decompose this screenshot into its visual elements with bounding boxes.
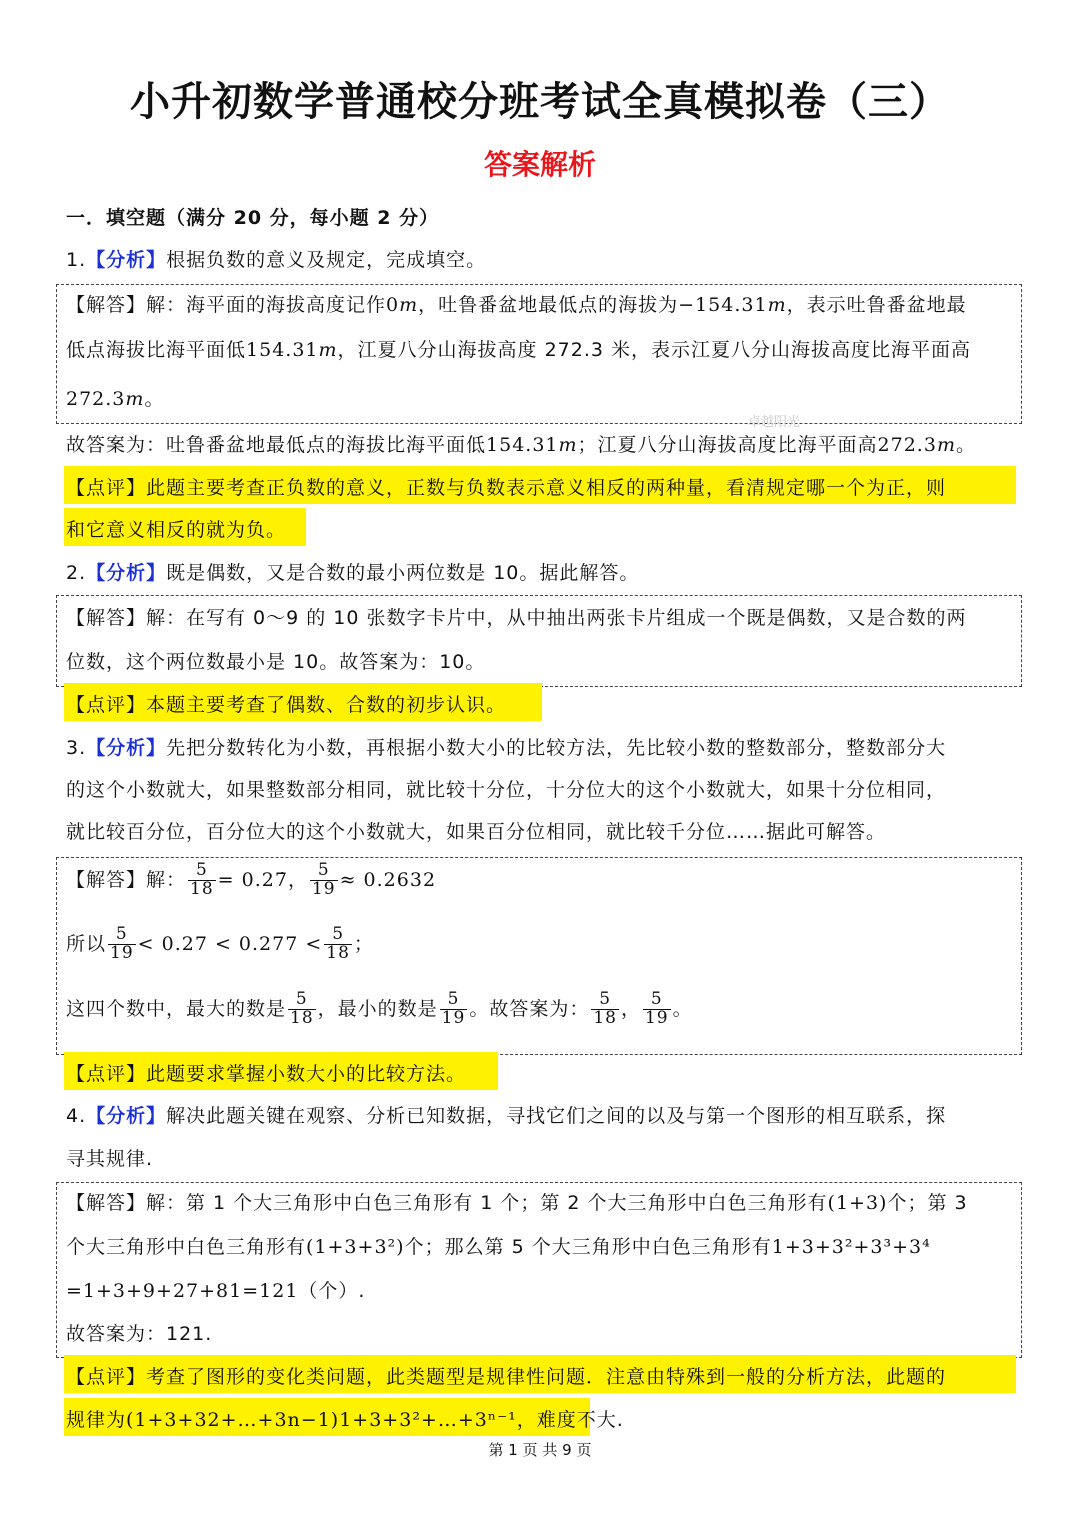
q4-review-line2: 规律为(1+3+32+…+3n−1)1+3+3²+…+3ⁿ⁻¹，难度不大.	[66, 1409, 624, 1431]
q4-solution-line1: 【解答】解：第 1 个大三角形中白色三角形有 1 个；第 2 个大三角形中白色三角形有(1+3)个；第 3	[66, 1192, 968, 1214]
q3-analysis-line3: 就比较百分位，百分位大的这个小数就大，如果百分位相同，就比较千分位……据此可解答。	[66, 821, 887, 843]
q3-review: 【点评】此题要求掌握小数大小的比较方法。	[66, 1063, 467, 1085]
page-footer: 第 1 页 共 9 页	[488, 1441, 592, 1459]
page-subtitle: 答案解析	[483, 148, 596, 181]
q3-solution-line1: 【解答】解： $\frac{5}{18}$ = 0.27̇， $\frac{5}{19}$ ≈ 0.2632	[66, 860, 437, 899]
q2-solution-line2: 位数，这个两位数最小是 10。故答案为：10。	[66, 651, 486, 673]
analysis-label: 【分析】	[86, 249, 167, 271]
q2-analysis: 2.【分析】既是偶数，又是合数的最小两位数是 10。据此解答。	[66, 562, 640, 584]
q4-solution-line2: 个大三角形中白色三角形有(1+3+3²)个；那么第 5 个大三角形中白色三角形有1+3+3²+3³+3⁴	[66, 1236, 931, 1258]
q1-review-line2: 和它意义相反的就为负。	[66, 519, 287, 541]
q2-review: 【点评】本题主要考查了偶数、合数的初步认识。	[66, 694, 507, 716]
q3-solution-line2: 所以 $\frac{5}{19}$ < 0.27 < 0.277 < $\frac{5}{18}$ ；	[66, 924, 374, 963]
q3-analysis-line1: 3.【分析】先把分数转化为小数，再根据小数大小的比较方法，先比较小数的整数部分，整数部分大	[66, 737, 947, 759]
q1-solution-line1: 【解答】解：海平面的海拔高度记作0m，吐鲁番盆地最低点的海拔为−154.31m，表示吐鲁番盆地最	[66, 294, 967, 316]
q1-review-line1: 【点评】此题主要考查正负数的意义，正数与负数表示意义相反的两种量，看清规定哪一个为正，则	[66, 477, 947, 499]
q1-answer: 故答案为：吐鲁番盆地最低点的海拔比海平面低154.31m；江夏八分山海拔高度比海平面高272.3m。	[66, 434, 976, 456]
q2-solution-line1: 【解答】解：在写有 0～9 的 10 张数字卡片中，从中抽出两张卡片组成一个既是偶数，又是合数的两	[66, 607, 967, 629]
fraction-5-18: $\frac{5}{18}$	[190, 860, 214, 899]
fraction-5-18: $\frac{5}{18}$	[326, 924, 350, 963]
q1-solution-line3: 272.3m。	[66, 388, 165, 410]
review-label: 【点评】	[66, 477, 147, 499]
q1-analysis: 1.【分析】根据负数的意义及规定，完成填空。	[66, 249, 487, 271]
q3-solution-line3: 这四个数中，最大的数是 $\frac{5}{18}$ ，最小的数是 $\frac{5}{19}$ 。故答案为： $\frac{5}{18}$ ， $\frac{5}{19}$ 。	[66, 989, 693, 1028]
q4-analysis-line1: 4.【分析】解决此题关键在观察、分析已知数据，寻找它们之间的以及与第一个图形的相互联系，探	[66, 1105, 947, 1127]
page-title: 小升初数学普通校分班考试全真模拟卷（三）	[130, 79, 950, 125]
q4-answer: 故答案为：121.	[66, 1323, 213, 1345]
fraction-5-19: $\frac{5}{19}$	[110, 924, 134, 963]
q4-solution-line3: =1+3+9+27+81=121（个）.	[66, 1280, 366, 1302]
watermark: 卓越阳光	[748, 415, 801, 430]
section-heading: 一．填空题（满分 20 分，每小题 2 分）	[66, 207, 440, 229]
q1-solution-line2: 低点海拔比海平面低154.31m，江夏八分山海拔高度 272.3 米，表示江夏八分山海拔高度比海平面高	[66, 339, 972, 361]
q3-analysis-line2: 的这个小数就大，如果整数部分相同，就比较十分位，十分位大的这个小数就大，如果十分位相同，	[66, 779, 947, 801]
q4-review-line1: 【点评】考查了图形的变化类问题，此类题型是规律性问题．注意由特殊到一般的分析方法，此题的	[66, 1366, 947, 1388]
q4-analysis-line2: 寻其规律.	[66, 1148, 154, 1170]
fraction-5-19: $\frac{5}{19}$	[311, 860, 336, 899]
